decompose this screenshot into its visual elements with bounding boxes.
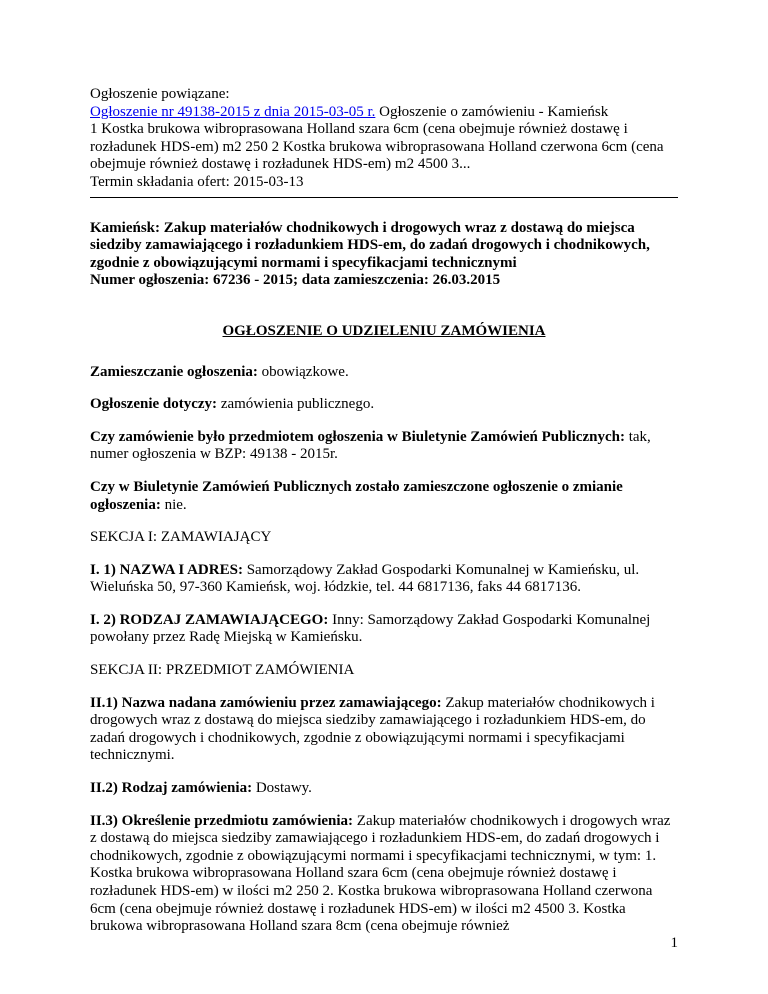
- section-1-name-address: I. 1) NAZWA I ADRES: Samorządowy Zakład Gospodarki Komunalnej w Kamieńsku, ul. Wieluńska 50, 97-360 Kamieńsk, woj. łódzkie, tel. 44 6817136, faks 44 6817136.: [90, 561, 640, 596]
- related-notice-type: Ogłoszenie o zamówieniu - Kamieńsk: [375, 103, 609, 120]
- section-1-type: I. 2) RODZAJ ZAMAWIAJĄCEGO: Inny: Samorządowy Zakład Gospodarki Komunalnej powołany przez Radę Miejską w Kamieńsku.: [90, 611, 651, 646]
- field-change-notice: Czy w Biuletynie Zamówień Publicznych zostało zamieszczone ogłoszenie o zmianie ogłoszenia: nie.: [90, 478, 623, 513]
- notice-number: Numer ogłoszenia: 67236 - 2015; data zamieszczenia: 26.03.2015: [90, 272, 501, 289]
- notice-heading: OGŁOSZENIE O UDZIELENIU ZAMÓWIENIA: [222, 322, 546, 339]
- field-concerns: Ogłoszenie dotyczy: zamówienia publicznego.: [90, 396, 375, 413]
- related-summary: 1 Kostka brukowa wibroprasowana Holland szara 6cm (cena obejmuje również dostawę i rozładunek HDS-em) m2 250 2 Kostka brukowa wibroprasowana Holland czerwona 6cm (cena obejmuje również dostawę i rozładunek HDS-em) m2 4500 3...: [90, 121, 664, 173]
- notice-title: Kamieńsk: Zakup materiałów chodnikowych i drogowych wraz z dostawą do miejsca siedziby zamawiającego i rozładunkiem HDS-em, do zadań drogowych i chodnikowych, zgodnie z obowiązującymi normami i specyfikacjami technicznymi: [90, 219, 650, 271]
- related-notice: [90, 104, 678, 122]
- section-2-type: II.2) Rodzaj zamówienia: Dostawy.: [90, 780, 312, 797]
- related-notice-link[interactable]: Ogłoszenie nr 49138-2015 z dnia 2015-03-05 r.: [90, 103, 376, 120]
- section-2-heading: SEKCJA II: PRZEDMIOT ZAMÓWIENIA: [90, 662, 355, 679]
- page-number: 1: [670, 935, 678, 951]
- offer-deadline: Termin składania ofert: 2015-03-13: [90, 173, 304, 190]
- document-page: [90, 86, 678, 951]
- divider: [90, 197, 678, 198]
- related-label: Ogłoszenie powiązane:: [90, 86, 230, 102]
- section-2-name: II.1) Nazwa nadana zamówieniu przez zamawiającego: Zakup materiałów chodnikowych i drogowych wraz z dostawą do miejsca siedziby zamawiającego i rozładunkiem HDS-em, do zadań drogowych i chodnikowych, zgodnie z obowiązującymi normami i specyfikacjami technicznymi.: [90, 694, 655, 764]
- field-bzp-notice: Czy zamówienie było przedmiotem ogłoszenia w Biuletynie Zamówień Publicznych: tak, numer ogłoszenia w BZP: 49138 - 2015r.: [90, 428, 651, 463]
- field-publication: Zamieszczanie ogłoszenia: obowiązkowe.: [90, 363, 349, 380]
- section-1-heading: SEKCJA I: ZAMAWIAJĄCY: [90, 529, 272, 546]
- section-2-subject: II.3) Określenie przedmiotu zamówienia: Zakup materiałów chodnikowych i drogowych wraz z dostawą do miejsca siedziby zamawiającego i rozładunkiem HDS-em, do zadań drogowych i chodnikowych, zgodnie z obowiązującymi normami i specyfikacjami technicznymi, w tym: 1. Kostka brukowa wibroprasowana Holland szara 6cm (cena obejmuje również dostawę i rozładunek HDS-em) w ilości m2 250 2. Kostka brukowa wibroprasowana Holland czerwona 6cm (cena obejmuje również dostawę i rozładunek HDS-em) w ilości m2 4500 3. Kostka brukowa wibroprasowana Holland szara 8cm (cena obejmuje również: [90, 812, 671, 935]
